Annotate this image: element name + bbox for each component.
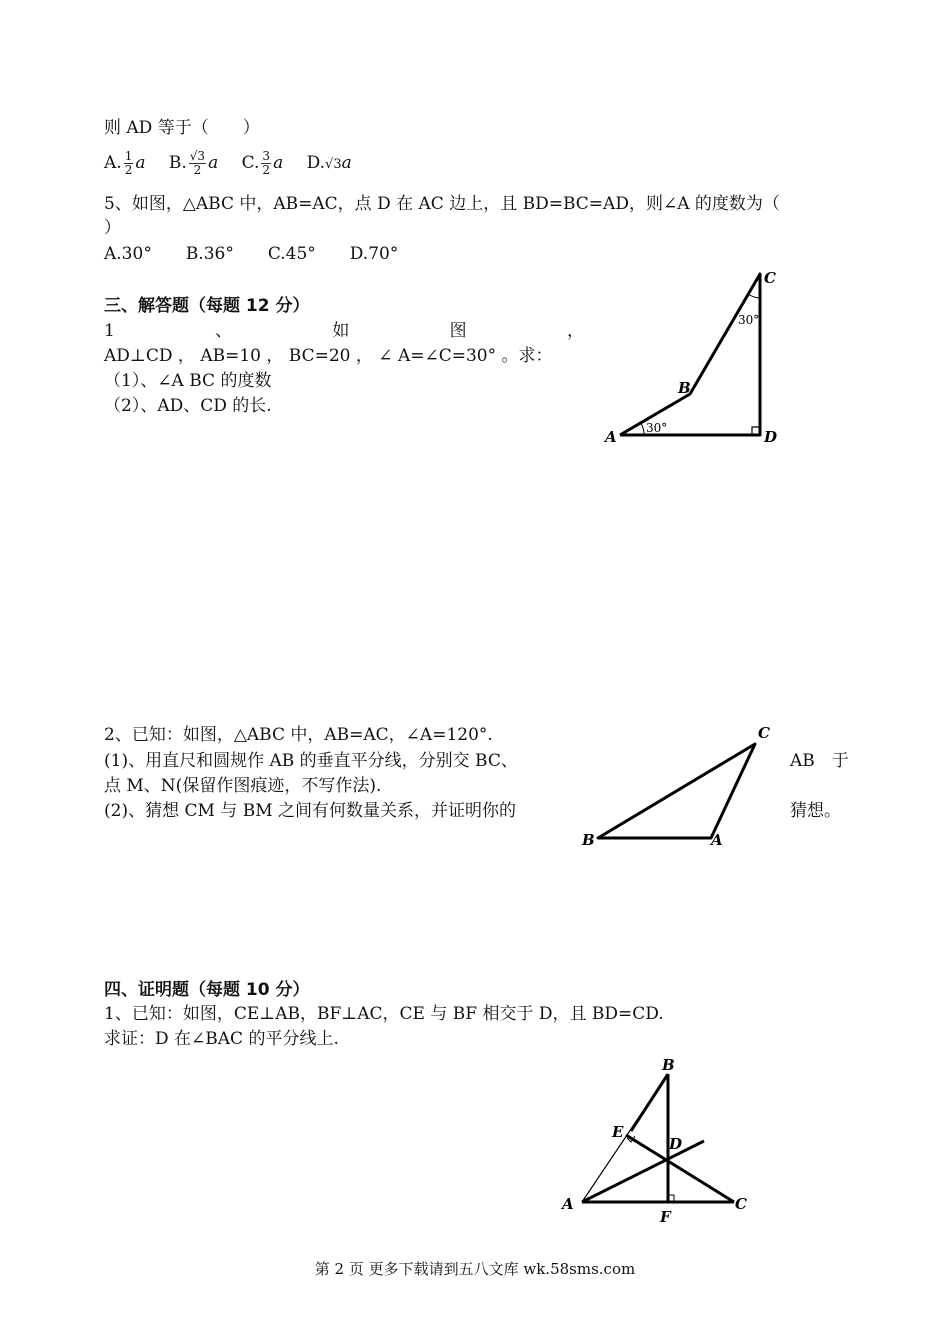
label-b: B: [662, 1056, 675, 1074]
q5-option-a: A.30°: [104, 244, 152, 264]
s3-q2-line1: 2、已知：如图，△ABC 中，AB=AC，∠A=120°.: [104, 725, 493, 745]
s4-q1-line1: 1、已知：如图，CE⊥AB，BF⊥AC，CE 与 BF 相交于 D，且 BD=CD.: [104, 1004, 664, 1024]
s3-q2-line4-left: (2)、猜想 CM 与 BM 之间有何数量关系，并证明你的: [104, 801, 517, 821]
label-d: D: [669, 1135, 683, 1153]
s3-q2-line4-right: 猜想。: [790, 801, 841, 821]
q4-options: [104, 150, 370, 177]
label-c: C: [735, 1195, 747, 1213]
s3-q2-line2-left: (1)、用直尺和圆规作 AB 的垂直平分线，分别交 BC、: [104, 751, 518, 771]
q5-stem-end: ）: [104, 218, 121, 238]
angle-a-label: 30°: [646, 421, 668, 435]
s3-q2-line2-right: AB 于: [790, 751, 849, 771]
figure-angle-bisector: [560, 1052, 760, 1227]
q4-option-d: D.√3a: [306, 153, 352, 173]
s3-q2-line3: 点 M、N(保留作图痕迹，不写作法).: [104, 776, 382, 796]
q4-stem: 则 AD 等于（ ）: [104, 118, 260, 138]
label-b: B: [582, 831, 595, 849]
q5-options: [104, 243, 416, 265]
page-footer: 第 2 页 更多下载请到五八文库 wk.58sms.com: [314, 1260, 636, 1278]
s3-q1-line1: 1 、 如 图 ，: [104, 321, 584, 341]
label-f: F: [660, 1208, 671, 1226]
label-c: C: [764, 269, 776, 287]
q5-stem: 5、如图，△ABC 中，AB=AC，点 D 在 AC 边上，且 BD=BC=AD，则∠A 的度数为（: [104, 194, 780, 214]
s3-q1-part2: （2）、AD、CD 的长.: [104, 396, 272, 416]
s4-q1-line2: 求证：D 在∠BAC 的平分线上.: [104, 1029, 339, 1049]
figure-abcd: [598, 262, 788, 452]
q5-option-c: C.45°: [267, 244, 316, 264]
q4-option-c: C. $\frac{3}{2}$ a: [241, 149, 284, 177]
label-c: C: [758, 724, 770, 742]
label-a: A: [711, 831, 723, 849]
label-b: B: [678, 379, 691, 397]
label-d: D: [764, 428, 778, 446]
section3-title: 三、解答题（每题 12 分）: [104, 296, 310, 316]
q4-option-a: A. $\frac{1}{2}$ a: [104, 149, 146, 177]
section4-title: 四、证明题（每题 10 分）: [104, 980, 310, 1000]
s3-q1-part1: （1）、∠A BC 的度数: [104, 371, 272, 391]
q5-option-d: D.70°: [349, 244, 399, 264]
q4-option-b: B. $\frac{√3}{2}$ a: [168, 149, 219, 177]
label-a: A: [562, 1195, 574, 1213]
label-a: A: [605, 428, 617, 446]
angle-c-label: 30°: [738, 313, 760, 327]
q5-option-b: B.36°: [185, 244, 234, 264]
label-e: E: [612, 1123, 624, 1141]
s3-q1-line2: AD⊥CD ， AB=10 ， BC=20 ， ∠ A=∠C=30° 。求：: [104, 346, 553, 366]
figure-triangle-abc: [578, 720, 778, 850]
